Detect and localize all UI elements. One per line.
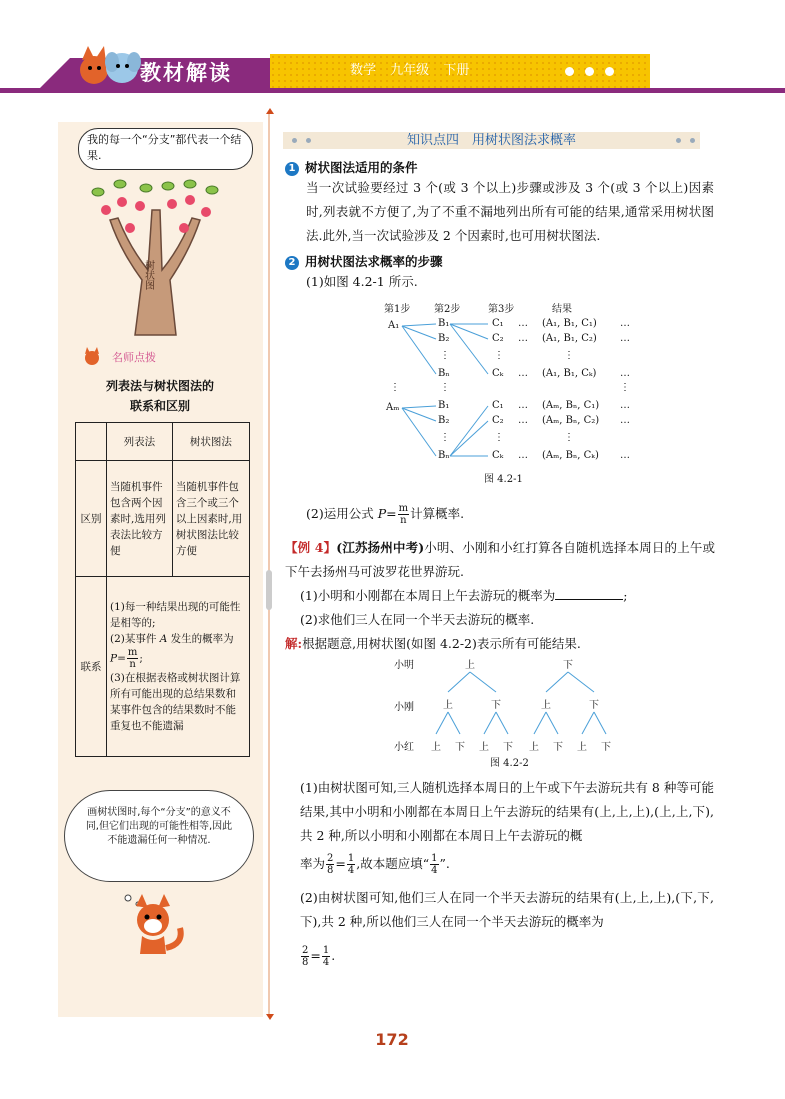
table-row-label-link: 联系: [76, 577, 107, 757]
header-title: 教材解读: [140, 61, 232, 85]
header-grade: 九年级: [390, 63, 430, 78]
section-1-title: 1 树状图法适用的条件: [285, 158, 418, 176]
answer-1-text: (1)由树状图可知,三人随机选择本周日的上午或下午去游玩共有 8 种等可能结果,其中小明和小刚都在本周日上午去游玩的结果有(上,上,上),(上,上,下),共 2 种,所以小明和小刚都在本周日上午去游玩的概: [300, 780, 714, 843]
section-2-number: 2: [285, 256, 299, 270]
answer-1-end: 率为 $\frac{2}{8}$ = $\frac{1}{4}$ ,故本题应填“ $\frac{1}{4}$ ”.: [300, 853, 450, 876]
tree-illustration-icon: [80, 170, 230, 340]
question-2: (2)求他们三人在同一个半天去游玩的概率.: [300, 612, 535, 627]
mascot-logo-icon: [74, 40, 144, 88]
page-header: [0, 40, 785, 100]
speech-bubble-tree: 我的每一个“分支”都代表一个结果.: [78, 128, 253, 170]
page-number: 172: [375, 1030, 409, 1049]
table-cell-link: (1)每一种结果出现的可能性是相等的; (2)某事件 A 发生的概率为 P= $\frac{m}{n}$ ; (3)在根据表格或树状图计算所有可能出现的总结果数和某事件包含的结果数时不能重复也不能遗漏: [107, 577, 250, 757]
header-bottom-band: [0, 88, 785, 93]
tips-title: 名师点拨: [112, 351, 156, 364]
tree2-caption: 图 4.2-2: [490, 758, 529, 769]
answer-2-text: (2)由树状图可知,他们三人在同一个半天去游玩的结果有(上,上,上),(下,下,下),共 2 种,所以他们三人在同一个半天去游玩的概率为: [300, 890, 714, 929]
header-volume: 下册: [443, 63, 470, 78]
step-1-text: (1)如图 4.2-1 所示.: [306, 274, 418, 289]
table-row-label-diff: 区别: [76, 461, 107, 577]
compare-title: [60, 376, 260, 416]
scroll-up-arrow[interactable]: [266, 108, 274, 114]
answer-2-end: $\frac{2}{8}$ = $\frac{1}{4}$ .: [302, 945, 336, 968]
fox-mascot-icon: [118, 892, 188, 962]
compare-title-line2: 联系和区别: [129, 399, 190, 413]
scroll-down-arrow[interactable]: [266, 1014, 274, 1020]
section-1-text: 当一次试验要经过 3 个(或 3 个以上)步骤或涉及 3 个(或 3 个以上)因素时,列表就不方便了,为了不重不漏地列出所有可能的结果,通常采用树状图法.此外,当一次试验涉及 2 个因素时,也可用树状图法.: [306, 180, 714, 243]
table-header-tree: 树状图法: [172, 423, 249, 461]
header-dot: [565, 67, 574, 76]
scrollbar-thumb[interactable]: [266, 570, 272, 610]
tree-trunk-label: 树状图: [142, 260, 154, 290]
fox-teacher-icon: [80, 346, 104, 366]
table-cell-tree-diff: 当随机事件包含三个或三个以上因素时,用树状图法比较方便: [172, 461, 249, 577]
step-2-text: (2)运用公式 P= $\frac{m}{n}$ 计算概率.: [306, 503, 465, 526]
header-subtitle: [350, 58, 479, 84]
header-dot: [585, 67, 594, 76]
tree-diagram-4-2-1: 第1步 第2步 第3步 结果 A₁ B₁ B₂ ⋮ Bₙ C₁ C₂ ⋮ Cₖ … … … (A₁, B₁, C₁) (A₁, B₁, C₂) ⋮ (A₁, B₁, Cₖ) … … … ⋮ ⋮ ⋮ Aₘ B₁ B₂ ⋮ Bₙ C₁ C₂ ⋮ Cₖ … … … (Aₘ, Bₙ, C₁) (Aₘ, Bₙ, C₂) ⋮ (Aₘ, Bₙ, Cₖ) … … … 图 4.2-1: [380, 296, 680, 486]
example-4: 【例 4】(江苏扬州中考)小明、小刚和小红打算各自随机选择本周日的上午或下午去扬州马可波罗花世界游玩.: [285, 540, 715, 579]
example-source: (江苏扬州中考): [336, 540, 425, 555]
example-tag: 【例 4】: [285, 540, 337, 555]
column-divider: [268, 112, 270, 1017]
solution-tag: 解:: [285, 636, 303, 651]
table-header-list: 列表法: [107, 423, 173, 461]
section-2-title: 2 用树状图法求概率的步骤: [285, 252, 443, 270]
answer-blank[interactable]: [555, 585, 623, 600]
header-dot: [605, 67, 614, 76]
thought-bubble: 画树状图时,每个“分支”的意义不同,但它们出现的可能性相等,因此不能遗漏任何一种情况.: [64, 790, 254, 882]
table-cell-list-diff: 当随机事件包含两个因素时,选用列表法比较方便: [107, 461, 173, 577]
knowledge-point-title: 知识点四 用树状图法求概率: [406, 133, 576, 148]
section-1-number: 1: [285, 162, 299, 176]
tree1-caption: 图 4.2-1: [484, 474, 523, 485]
compare-table: [75, 422, 250, 757]
header-subject: 数学: [350, 63, 377, 78]
tree1-lines: [380, 296, 680, 486]
compare-title-line1: 列表法与树状图法的: [105, 379, 214, 393]
solution-intro: 解:根据题意,用树状图(如图 4.2-2)表示所有可能结果.: [285, 636, 581, 651]
question-1: (1)小明和小刚都在本周日上午去游玩的概率为 ;: [300, 584, 720, 608]
tree-diagram-4-2-2: 小明 小刚 小红 上 下 上 下 上 下 上 下 上 下 上 下 上 下 图 4.2-2: [392, 650, 632, 770]
